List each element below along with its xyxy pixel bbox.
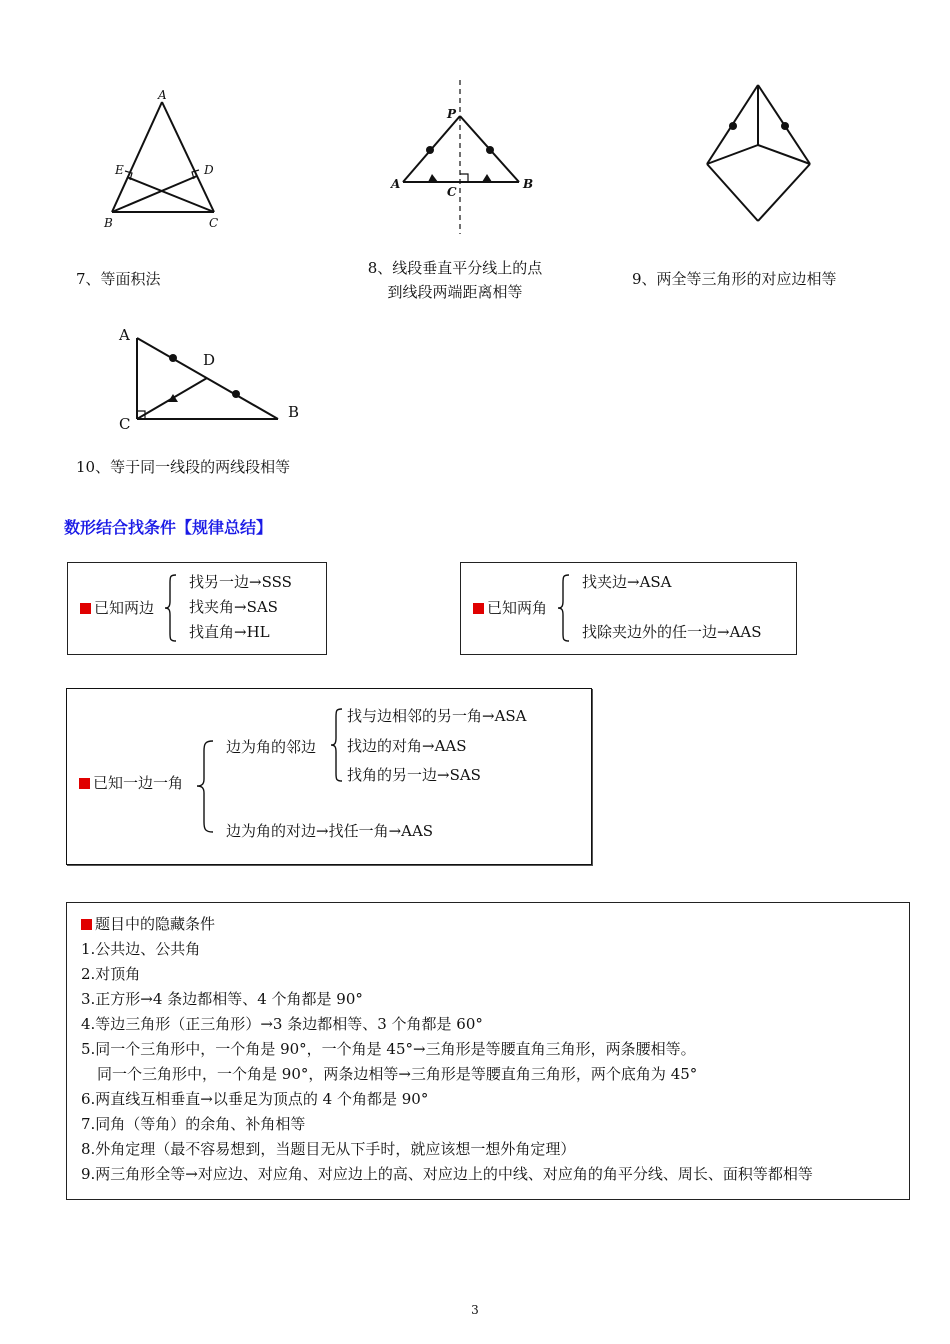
figure-8-caption-line-2: 到线段两端距离相等 <box>387 283 523 301</box>
figure-8-diagram <box>385 78 540 238</box>
figure-10-diagram <box>110 322 310 437</box>
hidden-condition-4: 4.等边三角形（正三角形）→3 条边都相等、3 个角都是 60° <box>81 1015 483 1033</box>
hidden-conditions-title: 题目中的隐藏条件 <box>81 913 215 934</box>
left-brace-icon <box>195 739 215 834</box>
figure-7-caption: 7、等面积法 <box>76 270 161 288</box>
fig9-tick-right <box>781 122 789 130</box>
box-two-angles-known <box>460 562 797 655</box>
two-sides-title: 已知两边 <box>80 597 154 618</box>
hidden-condition-8: 8.外角定理（最不容易想到，当题目无从下手时，就应该想一想外角定理） <box>81 1140 576 1158</box>
red-square-icon <box>79 778 90 789</box>
red-square-icon <box>80 603 91 614</box>
fig8-label-p: P <box>447 107 457 121</box>
red-square-icon <box>81 919 92 930</box>
two-angles-item-asa: 找夹边→ASA <box>582 573 672 591</box>
fig9-tick-left <box>729 122 737 130</box>
fig7-label-a: A <box>158 88 167 102</box>
fig8-label-b: B <box>523 177 534 191</box>
side-angle-item-asa: 找与边相邻的另一角→ASA <box>347 707 527 725</box>
fig10-tick-ad <box>169 354 177 362</box>
fig8-label-a: A <box>391 177 401 191</box>
side-angle-title: 已知一边一角 <box>79 772 183 793</box>
figure-8-caption-line-1: 8、线段垂直平分线上的点 <box>367 259 543 277</box>
figure-7-diagram <box>95 85 235 235</box>
fig7-label-d: D <box>204 163 214 177</box>
box-side-angle-known <box>66 688 592 865</box>
two-sides-item-sss: 找另一边→SSS <box>189 573 292 591</box>
fig8-tick-pa <box>426 146 434 154</box>
hidden-condition-2: 2.对顶角 <box>81 965 141 983</box>
hidden-condition-7: 7.同角（等角）的余角、补角相等 <box>81 1115 306 1133</box>
left-brace-icon <box>557 573 571 643</box>
fig8-tick-cb <box>482 174 492 182</box>
figure-10-caption: 10、等于同一线段的两线段相等 <box>76 458 291 476</box>
fig10-label-a: A <box>119 326 130 344</box>
two-sides-item-hl: 找直角→HL <box>189 623 270 641</box>
two-angles-item-aas: 找除夹边外的任一边→AAS <box>582 623 762 641</box>
box-two-sides-known <box>67 562 327 655</box>
two-angles-title: 已知两角 <box>473 597 547 618</box>
side-angle-item-aas: 找边的对角→AAS <box>347 737 467 755</box>
section-title: 数形结合找条件【规律总结】 <box>64 518 273 537</box>
fig10-label-c: C <box>119 415 131 433</box>
side-angle-opposite-line: 边为角的对边→找任一角→AAS <box>226 822 434 840</box>
side-angle-item-sas: 找角的另一边→SAS <box>347 766 481 784</box>
fig8-tick-ac <box>428 174 438 182</box>
fig7-label-b: B <box>104 216 113 230</box>
fig10-label-b: B <box>288 403 300 421</box>
page-number: 3 <box>471 1303 479 1317</box>
fig7-label-c: C <box>209 216 219 230</box>
hidden-condition-9: 9.两三角形全等→对应边、对应角、对应边上的高、对应边上的中线、对应角的角平分线、周长、面积等都相等 <box>81 1165 813 1183</box>
fig10-tick-db <box>232 390 240 398</box>
figure-9-caption: 9、两全等三角形的对应边相等 <box>632 270 837 288</box>
red-square-icon <box>473 603 484 614</box>
fig10-label-d: D <box>203 351 216 369</box>
side-angle-adjacent-label: 边为角的邻边 <box>226 738 317 756</box>
hidden-condition-6: 6.两直线互相垂直→以垂足为顶点的 4 个角都是 90° <box>81 1090 429 1108</box>
box-hidden-conditions <box>66 902 910 1200</box>
hidden-condition-5: 5.同一个三角形中，一个角是 90°，一个角是 45°→三角形是等腰直角三角形，两条腰相等。 <box>81 1040 696 1058</box>
figure-8-caption <box>330 256 580 304</box>
figure-9-diagram <box>700 80 820 230</box>
hidden-condition-5-cont: 同一个三角形中，一个角是 90°，两条边相等→三角形是等腰直角三角形，两个底角为 45° <box>97 1065 698 1083</box>
fig7-label-e: E <box>115 163 124 177</box>
hidden-condition-1: 1.公共边、公共角 <box>81 940 201 958</box>
two-sides-item-sas: 找夹角→SAS <box>189 598 278 616</box>
left-brace-icon <box>164 573 178 643</box>
fig8-tick-pb <box>486 146 494 154</box>
hidden-condition-3: 3.正方形→4 条边都相等、4 个角都是 90° <box>81 990 363 1008</box>
fig8-label-c: C <box>447 185 457 199</box>
left-brace-icon <box>330 707 344 783</box>
